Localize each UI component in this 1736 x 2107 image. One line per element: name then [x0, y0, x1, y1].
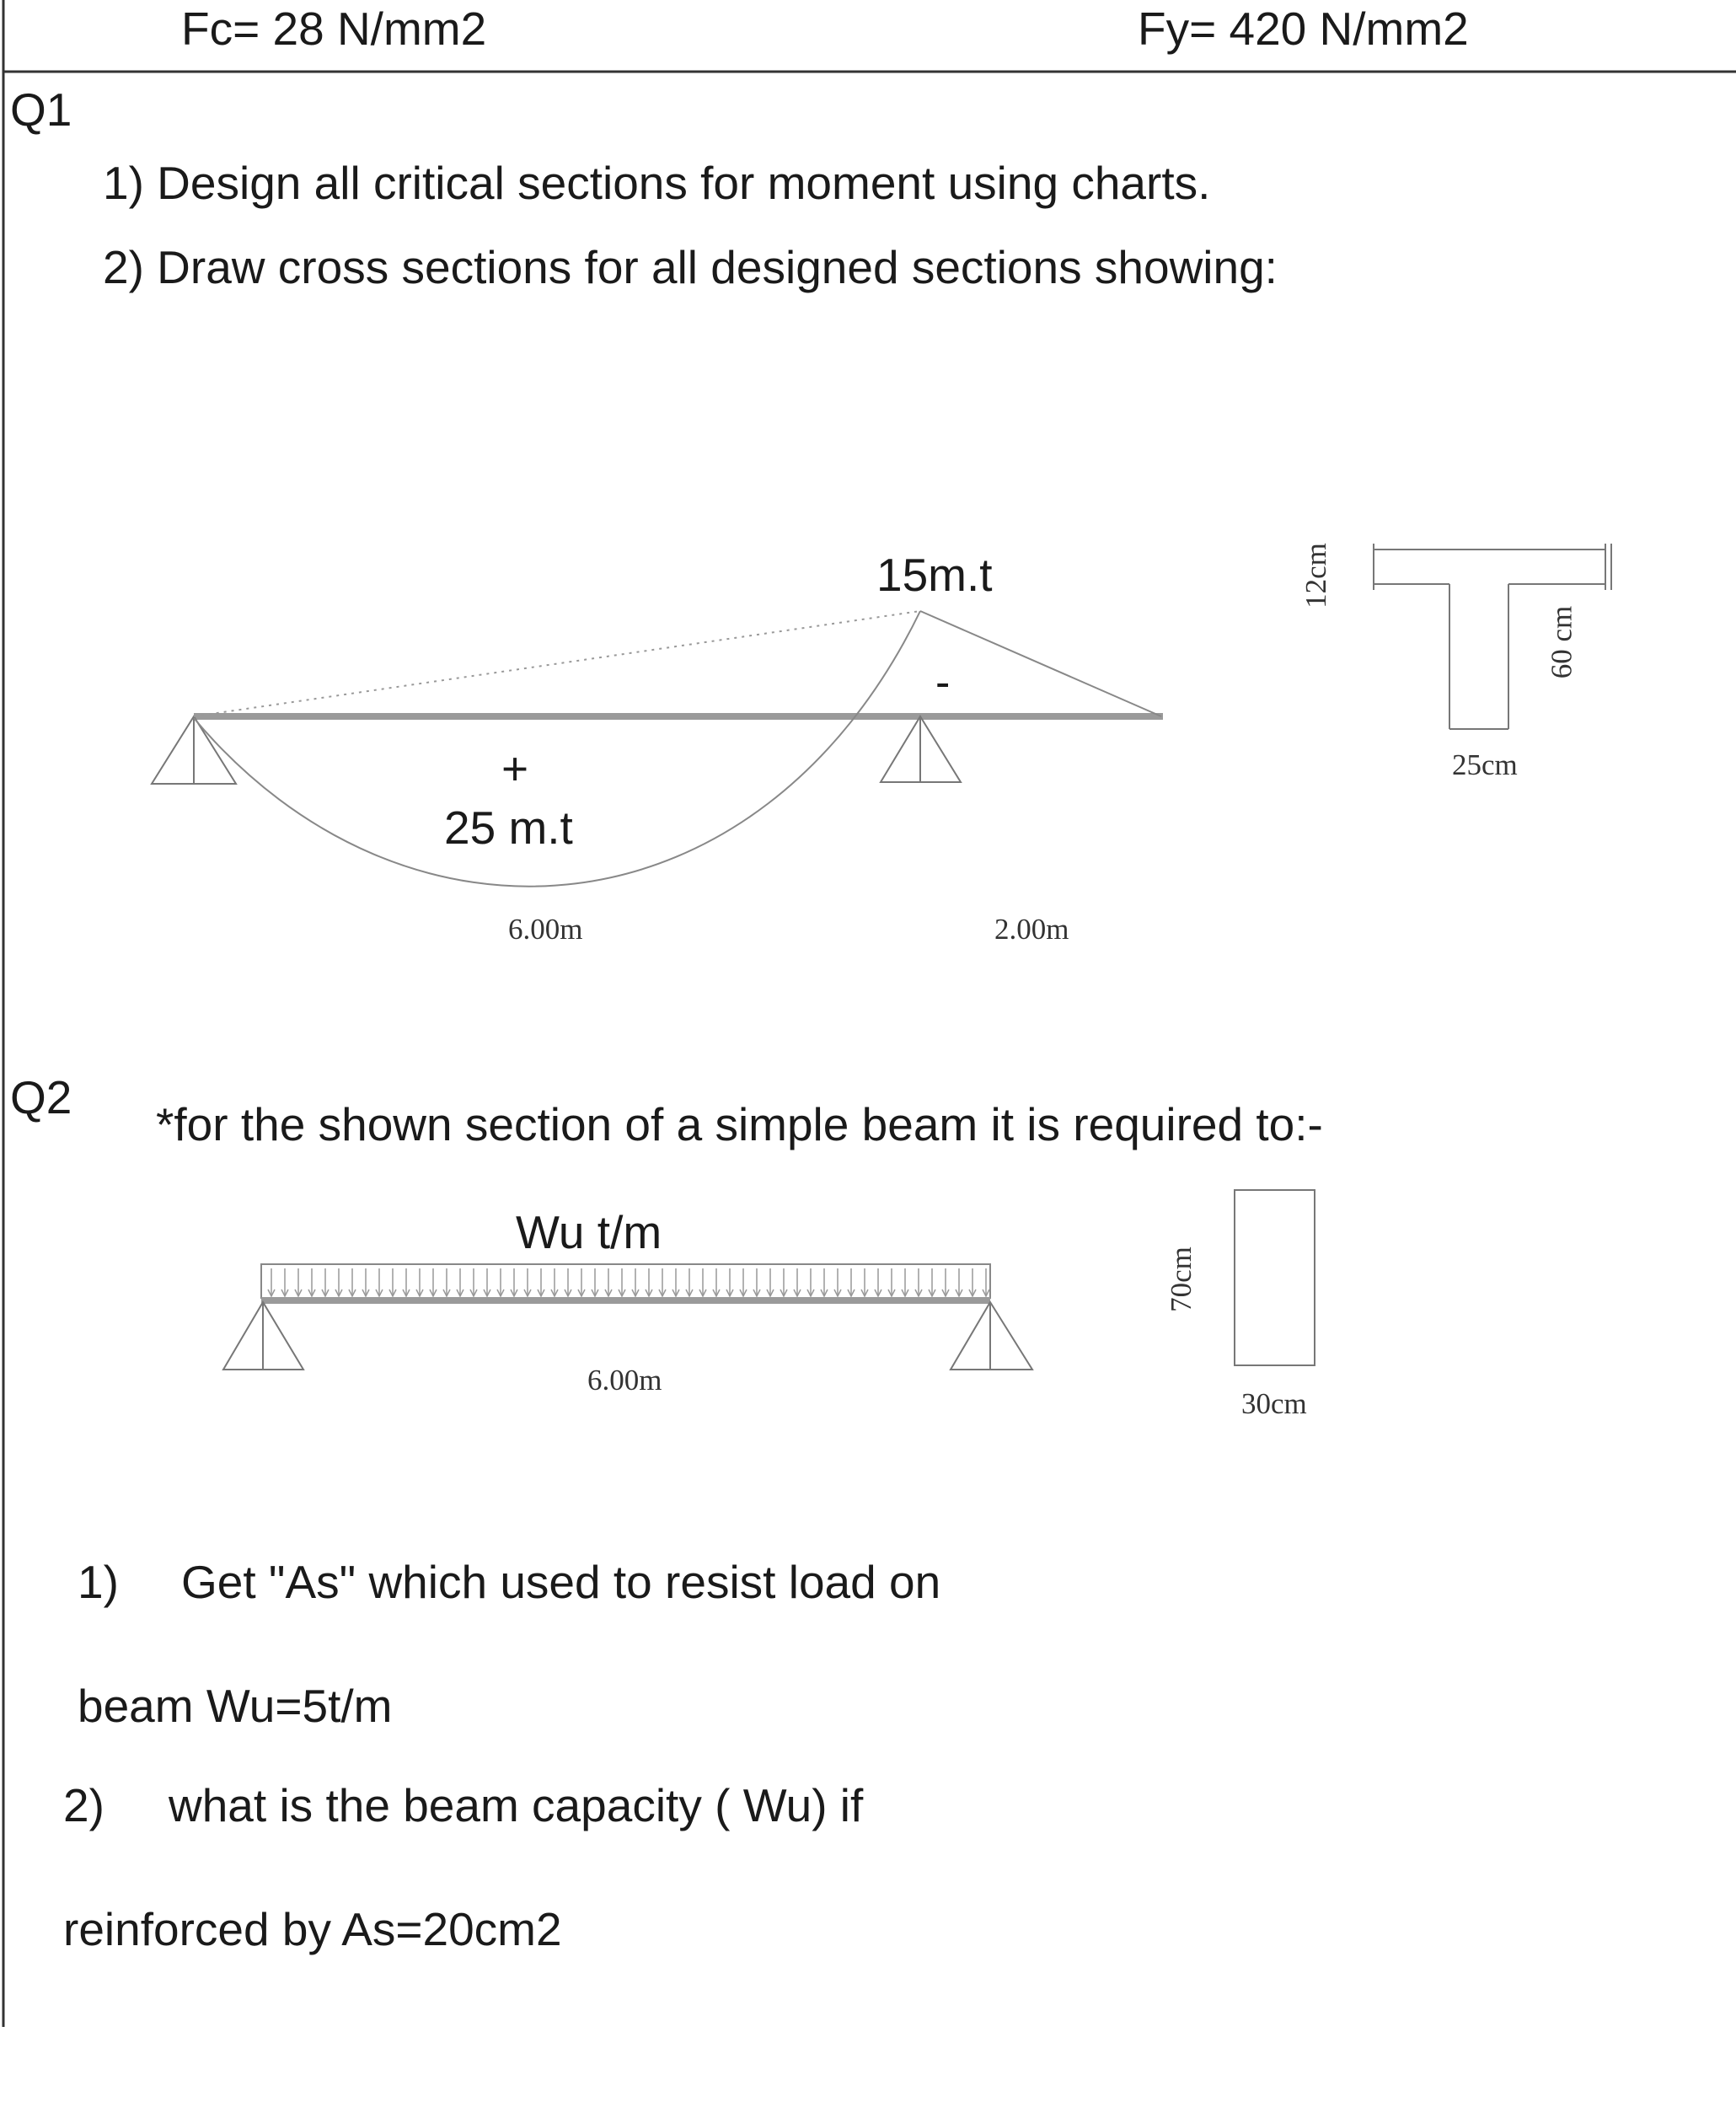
q2-item-1-cont: beam Wu=5t/m — [78, 1680, 393, 1732]
q1-span-2: 2.00m — [994, 913, 1069, 946]
q2-load-arrows — [268, 1268, 989, 1296]
q1-negative-sign: - — [935, 658, 951, 707]
q2-left-support — [223, 1302, 303, 1370]
q1-positive-sign: + — [501, 743, 529, 795]
q1-negative-moment-line — [920, 611, 1161, 716]
q2-section-width: 30cm — [1241, 1387, 1307, 1420]
q2-beam-diagram — [223, 1264, 1032, 1370]
q2-item-1-num: 1) — [78, 1556, 119, 1608]
q1-item-2: 2) Draw cross sections for all designed sections showing: — [103, 241, 1278, 293]
q2-right-support — [951, 1302, 1032, 1370]
q2-load-label: Wu t/m — [516, 1206, 662, 1258]
q1-positive-moment-label: 25 m.t — [444, 802, 573, 854]
q2-item-1-text: Get "As" which used to resist load on — [181, 1556, 941, 1608]
q1-middle-support — [881, 716, 961, 782]
q2-item-2-text: what is the beam capacity ( Wu) if — [169, 1779, 864, 1831]
q2-rect-section — [1235, 1190, 1315, 1365]
q1-item-1: 1) Design all critical sections for moment using charts. — [103, 157, 1211, 209]
q2-label: Q2 — [10, 1071, 72, 1123]
q2-item-2-cont: reinforced by As=20cm2 — [63, 1903, 562, 1955]
q1-flange-thickness: 12cm — [1299, 543, 1332, 609]
q1-beam-diagram — [152, 611, 1163, 887]
q1-moment-baseline-dotted — [194, 611, 920, 716]
fy-value: Fy= 420 N/mm2 — [1138, 3, 1469, 55]
q1-span-1: 6.00m — [508, 913, 583, 946]
q1-label: Q1 — [10, 83, 72, 136]
q1-negative-moment-label: 15m.t — [876, 549, 993, 601]
q2-span: 6.00m — [587, 1364, 662, 1397]
q1-section-depth: 60 cm — [1545, 605, 1578, 679]
q2-intro: *for the shown section of a simple beam it is required to:- — [156, 1098, 1323, 1150]
q2-section-depth: 70cm — [1164, 1247, 1198, 1312]
q1-web-width: 25cm — [1452, 748, 1518, 781]
q2-load-block — [261, 1264, 990, 1298]
fc-value: Fc= 28 N/mm2 — [181, 3, 487, 55]
q2-item-2-num: 2) — [63, 1779, 104, 1831]
